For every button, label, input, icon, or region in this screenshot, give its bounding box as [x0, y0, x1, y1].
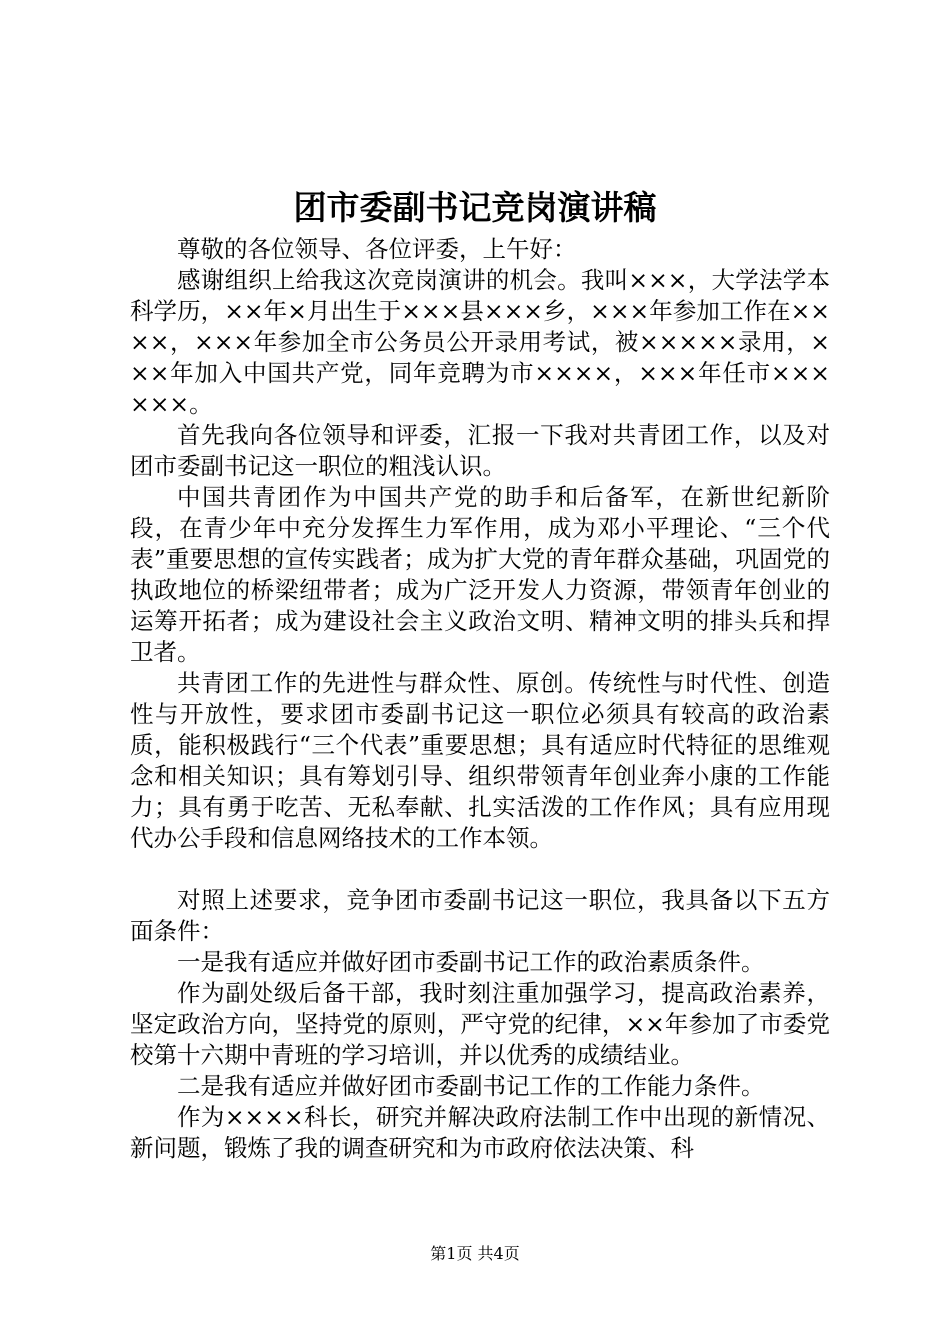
- paragraph-position-requirements: 共青团工作的先进性与群众性、原创。传统性与时代性、创造性与开放性，要求团市委副书记这一职位必须具有较高的政治素质，能积极践行“三个代表”重要思想；具有适应时代特征的思维观念和相关知识；具有筹划引导、组织带领青年创业奔小康的工作能力；具有勇于吃苦、无私奉献、扎实活泼的工作作风；具有应用现代办公手段和信息网络技术的工作本领。: [130, 669, 830, 852]
- paragraph-report-intro: 首先我向各位领导和评委，汇报一下我对共青团工作，以及对团市委副书记这一职位的粗浅认识。: [130, 421, 830, 480]
- paragraph-condition-two-detail: 作为××××科长，研究并解决政府法制工作中出现的新情况、新问题，锻炼了我的调查研究和为市政府依法决策、科: [130, 1103, 830, 1162]
- document-title: 团市委副书记竞岗演讲稿: [293, 188, 657, 227]
- paragraph-greeting: 尊敬的各位领导、各位评委，上午好：: [177, 235, 577, 263]
- paragraph-league-role: 中国共青团作为中国共产党的助手和后备军，在新世纪新阶段，在青少年中充分发挥生力军作用，成为邓小平理论、“三个代表”重要思想的宣传实践者；成为扩大党的青年群众基础，巩固党的执政地位的桥梁纽带者；成为广泛开发人力资源，带领青年创业的运筹开拓者；成为建设社会主义政治文明、精神文明的排头兵和捍卫者。: [130, 483, 830, 666]
- paragraph-conditions-intro: 对照上述要求，竞争团市委副书记这一职位，我具备以下五方面条件：: [130, 886, 830, 945]
- page-number-footer: 第1页 共4页: [430, 1244, 520, 1263]
- paragraph-condition-one-detail: 作为副处级后备干部，我时刻注重加强学习，提高政治素养，坚定政治方向，坚持党的原则，严守党的纪律，××年参加了市委党校第十六期中青班的学习培训，并以优秀的成绩结业。: [130, 979, 830, 1069]
- paragraph-condition-two: 二是我有适应并做好团市委副书记工作的工作能力条件。: [177, 1072, 765, 1100]
- paragraph-condition-one: 一是我有适应并做好团市委副书记工作的政治素质条件。: [177, 948, 765, 976]
- document-body: [130, 234, 830, 1164]
- paragraph-introduction: 感谢组织上给我这次竞岗演讲的机会。我叫×××，大学法学本科学历，××年×月出生于×××县×××乡，×××年参加工作在××××，×××年参加全市公务员公开录用考试，被×××××录用，×××年加入中国共产党，同年竞聘为市××××，×××年任市××××××。: [130, 266, 830, 418]
